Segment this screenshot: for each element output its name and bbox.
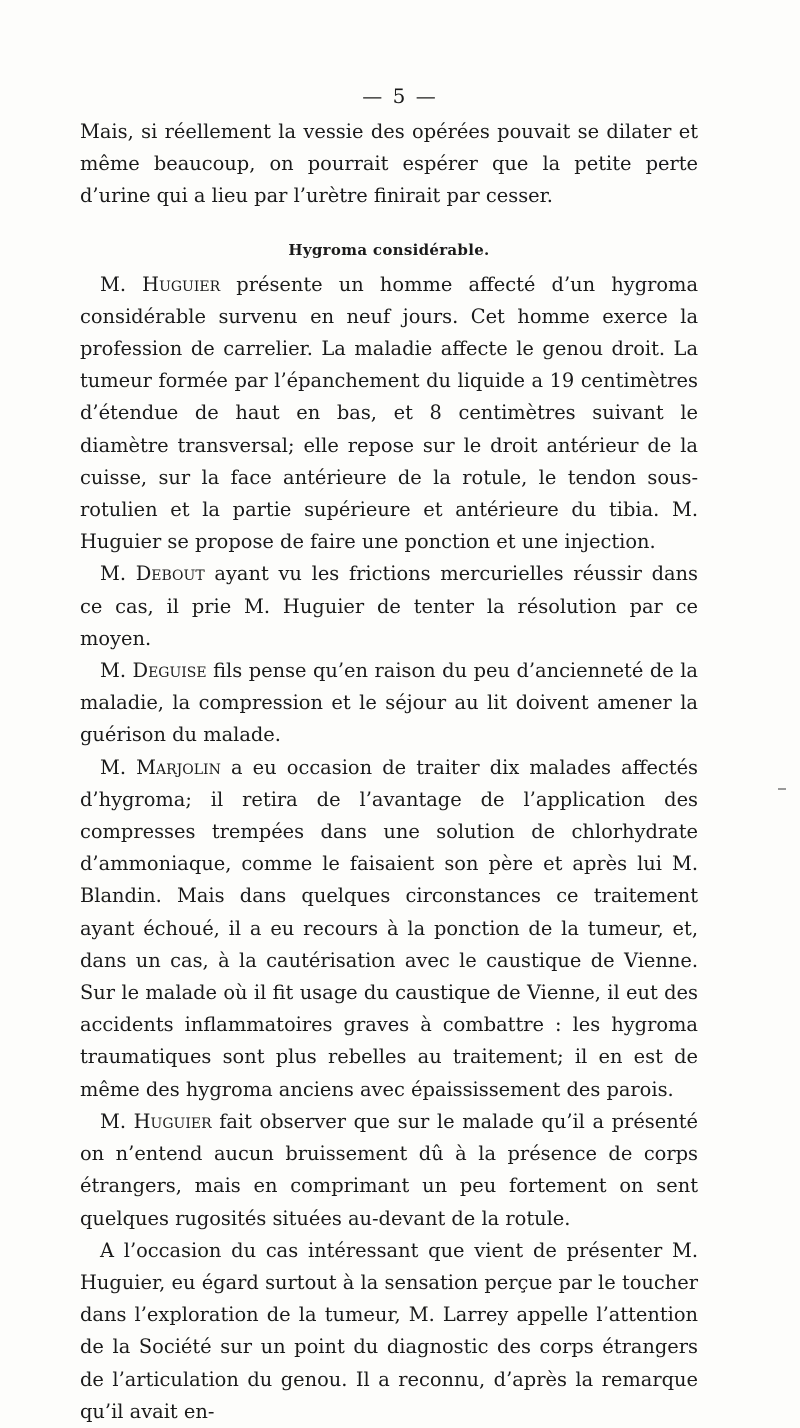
paragraph-text: fils pense qu’en raison du peu d’ancienneté de la maladie, la compression et le séjour au lit doivent amener la guérison du malade.: [80, 659, 698, 747]
paragraph-text: ayant vu les frictions mercurielles réussir dans ce cas, il prie M. Huguier de tenter la résolution par ce moyen.: [80, 562, 698, 650]
section-heading: Hygroma considérable.: [288, 240, 490, 259]
paragraph-5: [80, 752, 698, 1106]
paragraph-2: [80, 269, 698, 559]
speaker-name: M. Deguise: [100, 659, 207, 683]
paragraph-text: fait observer que sur le malade qu’il a présenté on n’entend aucun bruissement dû à la présence de corps étrangers, mais en comprimant un peu fortement on sent quelques rugosités situées au-devant de la rotule.: [80, 1109, 698, 1230]
body-text: [80, 116, 698, 1428]
speaker-name: M. Debout: [100, 562, 205, 586]
paragraph-1: Mais, si réellement la vessie des opérées pouvait se dilater et même beaucoup, on pourrait espérer que la petite perte d’urine qui a lieu par l’urètre finirait par cesser.: [80, 120, 698, 208]
paragraph-text: a eu occasion de traiter dix malades affectés d’hygroma; il retira de l’avantage de l’application des compresses trempées dans une solution de chlorhydrate d’ammoniaque, comme le faisaient son père et après lui M. Blandin. Mais dans quelques circonstances ce traitement ayant échoué, il a eu recours à la ponction de la tumeur, et, dans un cas, à la cautérisation avec le caustique de Vienne. Sur le malade où il fit usage du caustique de Vienne, il eut des accidents inflammatoires graves à combattre : les hygroma traumatiques sont plus rebelles au traitement; il en est de même des hygroma anciens avec épaississement des parois.: [80, 755, 699, 1101]
speaker-name: M. Huguier: [100, 272, 221, 296]
paragraph-3: [80, 558, 698, 655]
page-number: — 5 —: [362, 84, 438, 108]
paragraph-text: présente un homme affecté d’un hygroma considérable survenu en neuf jours. Cet homme exerce la profession de carrelier. La maladie affecte le genou droit. La tumeur formée par l’épanchement du liquide a 19 centimètres d’étendue de haut en bas, et 8 centimètres suivant le diamètre transversal; elle repose sur le droit antérieur de la cuisse, sur la face antérieure de la rotule, le tendon sous-rotulien et la partie supérieure et antérieure du tibia. M. Huguier se propose de faire une ponction et une injection.: [80, 272, 698, 554]
speaker-name: M. Marjolin: [100, 755, 221, 779]
paragraph-7: A l’occasion du cas intéressant que vient de présenter M. Huguier, eu égard surtout à la sensation perçue par le toucher dans l’exploration de la tumeur, M. Larrey appelle l’attention de la Société sur un point du diagnostic des corps étrangers de l’articulation du genou. Il a reconnu, d’après la remarque qu’il avait en-: [80, 1238, 698, 1423]
paragraph-4: [80, 655, 698, 752]
paragraph-6: [80, 1106, 698, 1235]
speaker-name: M. Huguier: [100, 1109, 212, 1133]
margin-mark: [778, 788, 786, 790]
